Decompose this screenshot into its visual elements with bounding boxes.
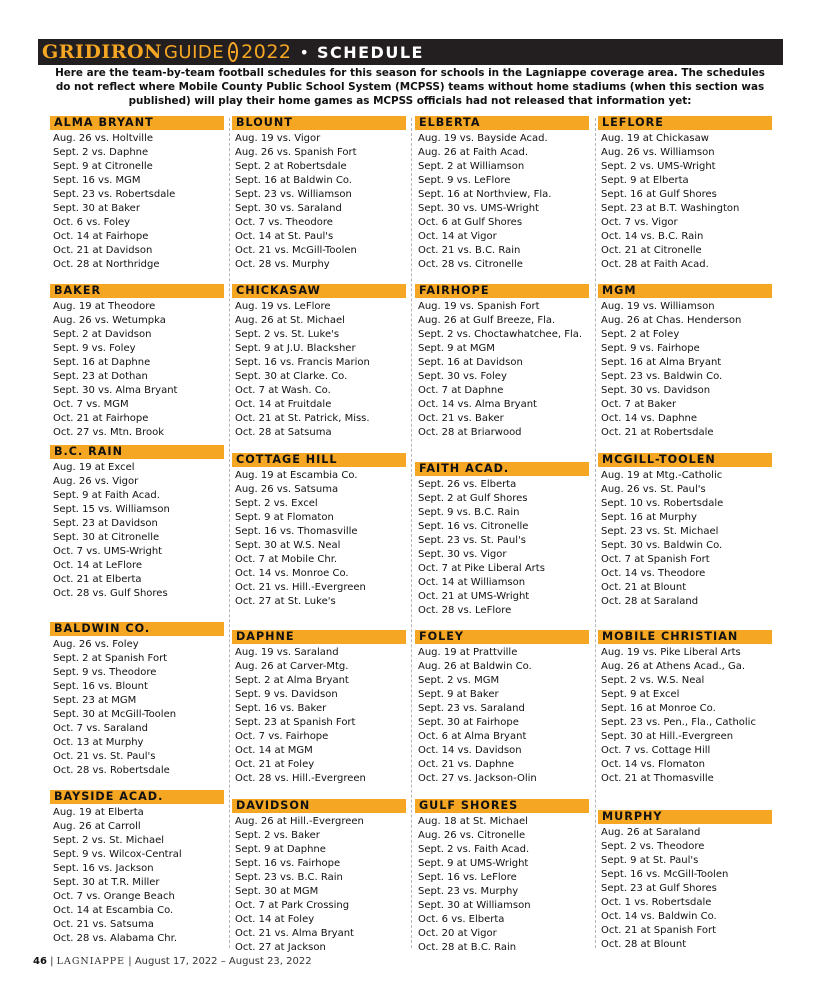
- game-list: [50, 300, 224, 440]
- game-item: Aug. 26 at Carver-Mtg.: [235, 661, 349, 672]
- game-item: Sept. 16 at Monroe Co.: [601, 703, 716, 714]
- game-item: Sept. 2 at Foley: [601, 329, 680, 340]
- game-item: Sept. 16 vs. Blount: [53, 681, 148, 692]
- game-item: Sept. 16 at Gulf Shores: [601, 189, 717, 200]
- game-item: Oct. 21 at Foley: [235, 759, 315, 770]
- game-item: Oct. 21 at Davidson: [53, 245, 153, 256]
- game-item: Sept. 16 vs. Thomasville: [235, 526, 358, 537]
- game-item: Oct. 21 at St. Patrick, Miss.: [235, 413, 370, 424]
- team-schedule: [598, 453, 772, 609]
- game-item: Sept. 23 at Spanish Fort: [235, 717, 356, 728]
- game-item: Aug. 26 at Saraland: [601, 827, 701, 838]
- game-item: Oct. 7 vs. MGM: [53, 399, 129, 410]
- game-item: Sept. 23 vs. St. Paul's: [418, 535, 526, 546]
- game-item: Sept. 23 vs. Baldwin Co.: [601, 371, 723, 382]
- game-item: Oct. 14 vs. Daphne: [601, 413, 698, 424]
- team-schedule: [415, 799, 589, 955]
- team-heading: MOBILE CHRISTIAN: [598, 630, 772, 644]
- game-item: Oct. 28 at Briarwood: [418, 427, 522, 438]
- game-item: Sept. 9 at Faith Acad.: [53, 490, 160, 501]
- game-item: Sept. 23 vs. St. Michael: [601, 526, 719, 537]
- game-item: Sept. 16 at Daphne: [53, 357, 151, 368]
- game-list: [415, 646, 589, 786]
- game-item: Oct. 21 vs. Hill.-Evergreen: [235, 582, 366, 593]
- game-item: Oct. 21 at Fairhope: [53, 413, 149, 424]
- game-item: Sept. 9 vs. Foley: [53, 343, 136, 354]
- game-item: Oct. 27 vs. Jackson-Olin: [418, 773, 537, 784]
- team-schedule: [232, 630, 406, 786]
- game-item: Sept. 2 at Williamson: [418, 161, 525, 172]
- game-item: Sept. 2 vs. Excel: [235, 498, 318, 509]
- game-item: Sept. 30 at Baker: [53, 203, 140, 214]
- game-list: [232, 132, 406, 272]
- game-item: Sept. 16 at Davidson: [418, 357, 523, 368]
- footer-divider: |: [50, 956, 54, 967]
- game-item: Oct. 14 vs. Alma Bryant: [418, 399, 537, 410]
- title-section: SCHEDULE: [316, 42, 424, 62]
- game-list: [50, 638, 224, 778]
- team-schedule: [232, 453, 406, 609]
- game-item: Oct. 21 vs. Satsuma: [53, 919, 154, 930]
- team-schedule: [50, 445, 224, 601]
- game-item: Oct. 7 vs. Vigor: [601, 217, 678, 228]
- game-item: Oct. 14 vs. B.C. Rain: [601, 231, 704, 242]
- game-item: Sept. 16 vs. Jackson: [53, 863, 154, 874]
- game-item: Sept. 23 at Gulf Shores: [601, 883, 717, 894]
- team-heading: LEFLORE: [598, 116, 772, 130]
- game-list: [598, 826, 772, 952]
- game-item: Sept. 30 at MGM: [235, 886, 319, 897]
- game-item: Aug. 19 at Mtg.-Catholic: [601, 470, 723, 481]
- team-heading: COTTAGE HILL: [232, 453, 406, 467]
- team-schedule: [50, 116, 224, 272]
- game-list: [415, 478, 589, 618]
- game-item: Oct. 28 vs. LeFlore: [418, 605, 512, 616]
- game-item: Sept. 16 vs. Fairhope: [235, 858, 341, 869]
- team-heading: MURPHY: [598, 810, 772, 824]
- game-item: Sept. 16 at Northview, Fla.: [418, 189, 552, 200]
- game-item: Oct. 21 at Robertsdale: [601, 427, 714, 438]
- game-item: Sept. 30 at T.R. Miller: [53, 877, 160, 888]
- game-item: Oct. 7 at Pike Liberal Arts: [418, 563, 545, 574]
- game-item: Sept. 9 vs. LeFlore: [418, 175, 511, 186]
- game-item: Oct. 28 at Northridge: [53, 259, 160, 270]
- game-item: Oct. 7 at Wash. Co.: [235, 385, 331, 396]
- game-item: Sept. 26 vs. Elberta: [418, 479, 517, 490]
- game-item: Sept. 2 vs. Theodore: [601, 841, 705, 852]
- game-item: Sept. 9 vs. Davidson: [235, 689, 338, 700]
- game-item: Sept. 2 vs. MGM: [418, 675, 500, 686]
- game-item: Oct. 27 at Jackson: [235, 942, 326, 953]
- game-item: Oct. 21 vs. B.C. Rain: [418, 245, 521, 256]
- game-item: Sept. 30 vs. Alma Bryant: [53, 385, 178, 396]
- game-list: [598, 132, 772, 272]
- game-item: Sept. 23 at B.T. Washington: [601, 203, 740, 214]
- game-item: Sept. 9 at UMS-Wright: [418, 858, 529, 869]
- game-item: Sept. 2 at Davidson: [53, 329, 152, 340]
- game-item: Sept. 9 vs. Wilcox-Central: [53, 849, 182, 860]
- game-list: [415, 300, 589, 440]
- publication-name: LAGNIAPPE: [56, 956, 126, 967]
- game-item: Oct. 28 vs. Hill.-Evergreen: [235, 773, 366, 784]
- game-item: Oct. 6 at Alma Bryant: [418, 731, 527, 742]
- game-item: Oct. 21 vs. Baker: [418, 413, 504, 424]
- game-item: Aug. 26 at Faith Acad.: [418, 147, 529, 158]
- game-item: Sept. 2 at Spanish Fort: [53, 653, 168, 664]
- issue-dates: August 17, 2022 – August 23, 2022: [134, 956, 312, 967]
- game-item: Oct. 14 vs. Flomaton: [601, 759, 705, 770]
- team-heading: FAIRHOPE: [415, 284, 589, 298]
- title-separator: •: [299, 42, 309, 62]
- game-item: Aug. 19 vs. Williamson: [601, 301, 715, 312]
- game-item: Oct. 21 at Elberta: [53, 574, 142, 585]
- game-item: Oct. 27 at St. Luke's: [235, 596, 336, 607]
- game-item: Sept. 16 vs. LeFlore: [418, 872, 517, 883]
- game-item: Aug. 19 at Prattville: [418, 647, 518, 658]
- game-item: Oct. 28 vs. Robertsdale: [53, 765, 170, 776]
- team-heading: FAITH ACAD.: [415, 462, 589, 476]
- game-item: Aug. 19 vs. Vigor: [235, 133, 321, 144]
- column-divider: [595, 118, 596, 948]
- game-item: Oct. 21 vs. Alma Bryant: [235, 928, 354, 939]
- game-item: Aug. 26 vs. Satsuma: [235, 484, 339, 495]
- game-item: Sept. 2 at Robertsdale: [235, 161, 347, 172]
- game-list: [232, 469, 406, 609]
- game-item: Oct. 1 vs. Robertsdale: [601, 897, 712, 908]
- game-list: [232, 300, 406, 440]
- game-list: [50, 461, 224, 601]
- game-item: Sept. 16 at Alma Bryant: [601, 357, 722, 368]
- team-heading: ALMA BRYANT: [50, 116, 224, 130]
- game-item: Aug. 19 at Elberta: [53, 807, 144, 818]
- game-item: Oct. 28 at Satsuma: [235, 427, 332, 438]
- game-item: Oct. 7 vs. Theodore: [235, 217, 333, 228]
- game-item: Sept. 2 vs. W.S. Neal: [601, 675, 705, 686]
- game-item: Sept. 23 vs. Saraland: [418, 703, 525, 714]
- game-list: [415, 132, 589, 272]
- header-banner: [38, 39, 783, 65]
- game-item: Oct. 21 vs. McGill-Toolen: [235, 245, 357, 256]
- team-schedule: [415, 462, 589, 618]
- game-item: Aug. 26 vs. Vigor: [53, 476, 139, 487]
- team-heading: ELBERTA: [415, 116, 589, 130]
- game-item: Aug. 26 at Hill.-Evergreen: [235, 816, 364, 827]
- game-item: Sept. 30 vs. Baldwin Co.: [601, 540, 723, 551]
- game-item: Aug. 19 vs. Saraland: [235, 647, 339, 658]
- game-item: Oct. 21 at Spanish Fort: [601, 925, 716, 936]
- game-item: Aug. 19 at Excel: [53, 462, 135, 473]
- game-item: Oct. 28 at Saraland: [601, 596, 699, 607]
- game-item: Oct. 14 at Vigor: [418, 231, 497, 242]
- game-item: Sept. 2 at Gulf Shores: [418, 493, 528, 504]
- game-item: Sept. 9 at Flomaton: [235, 512, 334, 523]
- game-item: Oct. 14 at Fairhope: [53, 231, 149, 242]
- game-item: Oct. 21 at Blount: [601, 582, 687, 593]
- game-item: Oct. 7 at Park Crossing: [235, 900, 350, 911]
- column-divider: [411, 118, 412, 948]
- game-item: Oct. 14 vs. Theodore: [601, 568, 706, 579]
- game-item: Sept. 2 vs. St. Michael: [53, 835, 165, 846]
- team-schedule: [50, 622, 224, 778]
- game-item: Oct. 28 at Blount: [601, 939, 687, 950]
- game-item: Oct. 20 at Vigor: [418, 928, 497, 939]
- game-item: Sept. 30 at Citronelle: [53, 532, 160, 543]
- game-item: Sept. 30 at Hill.-Evergreen: [601, 731, 734, 742]
- team-heading: BALDWIN CO.: [50, 622, 224, 636]
- game-item: Oct. 28 at Faith Acad.: [601, 259, 709, 270]
- team-heading: MGM: [598, 284, 772, 298]
- game-item: Oct. 7 vs. UMS-Wright: [53, 546, 163, 557]
- team-schedule: [598, 630, 772, 786]
- team-heading: FOLEY: [415, 630, 589, 644]
- game-item: Sept. 16 vs. Citronelle: [418, 521, 529, 532]
- game-item: Oct. 14 at Escambia Co.: [53, 905, 174, 916]
- game-item: Sept. 9 vs. B.C. Rain: [418, 507, 520, 518]
- page-footer: [33, 956, 312, 967]
- game-list: [232, 815, 406, 955]
- game-item: Sept. 2 vs. St. Luke's: [235, 329, 340, 340]
- game-item: Aug. 26 vs. Spanish Fort: [235, 147, 357, 158]
- game-item: Sept. 30 at W.S. Neal: [235, 540, 341, 551]
- game-item: Sept. 9 at MGM: [418, 343, 495, 354]
- game-item: Aug. 26 at St. Michael: [235, 315, 345, 326]
- game-item: Aug. 26 vs. St. Paul's: [601, 484, 706, 495]
- game-item: Oct. 27 vs. Mtn. Brook: [53, 427, 165, 438]
- game-item: Oct. 21 at Thomasville: [601, 773, 714, 784]
- team-schedule: [50, 790, 224, 946]
- game-item: Oct. 14 at Williamson: [418, 577, 526, 588]
- game-item: Sept. 23 vs. Robertsdale: [53, 189, 176, 200]
- game-item: Sept. 2 vs. UMS-Wright: [601, 161, 716, 172]
- game-item: Sept. 23 at Dothan: [53, 371, 148, 382]
- game-list: [50, 806, 224, 946]
- game-item: Oct. 14 vs. Baldwin Co.: [601, 911, 717, 922]
- team-schedule: [232, 799, 406, 955]
- team-schedule: [415, 630, 589, 786]
- game-item: Aug. 18 at St. Michael: [418, 816, 528, 827]
- game-item: Aug. 26 vs. Foley: [53, 639, 139, 650]
- game-item: Oct. 14 at St. Paul's: [235, 231, 334, 242]
- team-schedule: [415, 116, 589, 272]
- game-item: Aug. 26 vs. Wetumpka: [53, 315, 166, 326]
- game-item: Oct. 28 vs. Citronelle: [418, 259, 523, 270]
- game-item: Oct. 7 vs. Cottage Hill: [601, 745, 711, 756]
- game-item: Oct. 28 at B.C. Rain: [418, 942, 517, 953]
- game-item: Sept. 23 vs. Williamson: [235, 189, 352, 200]
- game-item: Sept. 16 vs. Francis Marion: [235, 357, 370, 368]
- team-heading: BAKER: [50, 284, 224, 298]
- game-item: Oct. 14 vs. Davidson: [418, 745, 522, 756]
- game-item: Oct. 28 vs. Gulf Shores: [53, 588, 168, 599]
- game-item: Sept. 9 at St. Paul's: [601, 855, 699, 866]
- football-icon: [228, 42, 238, 62]
- game-item: Sept. 30 at Clarke. Co.: [235, 371, 348, 382]
- team-schedule: [415, 284, 589, 440]
- game-item: Aug. 19 vs. Bayside Acad.: [418, 133, 548, 144]
- game-item: Oct. 7 at Spanish Fort: [601, 554, 710, 565]
- footer-divider: |: [128, 956, 132, 967]
- game-item: Sept. 23 at MGM: [53, 695, 137, 706]
- intro-paragraph: Here are the team-by-team football schedules for this season for schools in the Lagniappe coverage area. The schedules do not reflect where Mobile County Public School System (MCPSS) teams without home stadiums (when this section was published) will play their home games as MCPSS officials had not released that information yet:: [55, 67, 765, 107]
- game-item: Sept. 2 vs. Faith Acad.: [418, 844, 530, 855]
- game-item: Aug. 26 at Baldwin Co.: [418, 661, 532, 672]
- game-item: Sept. 30 vs. Foley: [418, 371, 507, 382]
- game-item: Aug. 19 at Chickasaw: [601, 133, 709, 144]
- team-schedule: [598, 810, 772, 952]
- game-item: Sept. 30 vs. Davidson: [601, 385, 711, 396]
- game-item: Oct. 14 at Fruitdale: [235, 399, 332, 410]
- game-list: [415, 815, 589, 955]
- game-item: Oct. 21 vs. St. Paul's: [53, 751, 156, 762]
- game-item: Oct. 14 at MGM: [235, 745, 313, 756]
- team-schedule: [598, 284, 772, 440]
- game-item: Aug. 26 at Athens Acad., Ga.: [601, 661, 746, 672]
- game-item: Oct. 6 at Gulf Shores: [418, 217, 523, 228]
- team-heading: BLOUNT: [232, 116, 406, 130]
- game-item: Sept. 10 vs. Robertsdale: [601, 498, 724, 509]
- title-year: 2022: [241, 41, 292, 63]
- game-item: Aug. 26 at Chas. Henderson: [601, 315, 742, 326]
- game-item: Sept. 16 at Murphy: [601, 512, 697, 523]
- game-item: Sept. 9 vs. Fairhope: [601, 343, 700, 354]
- game-list: [598, 646, 772, 786]
- game-item: Sept. 9 at Excel: [601, 689, 680, 700]
- game-list: [598, 469, 772, 609]
- game-item: Oct. 7 at Mobile Chr.: [235, 554, 338, 565]
- game-item: Sept. 9 at Elberta: [601, 175, 689, 186]
- game-item: Sept. 2 vs. Daphne: [53, 147, 149, 158]
- team-heading: B.C. RAIN: [50, 445, 224, 459]
- game-item: Sept. 15 vs. Williamson: [53, 504, 170, 515]
- game-list: [598, 300, 772, 440]
- page-number: 46: [33, 956, 47, 967]
- game-item: Sept. 23 vs. Murphy: [418, 886, 519, 897]
- game-item: Oct. 21 at UMS-Wright: [418, 591, 530, 602]
- game-item: Sept. 16 vs. MGM: [53, 175, 141, 186]
- game-item: Oct. 28 vs. Alabama Chr.: [53, 933, 177, 944]
- game-item: Sept. 2 vs. Choctawhatchee, Fla.: [418, 329, 583, 340]
- game-item: Oct. 21 vs. Daphne: [418, 759, 515, 770]
- game-item: Sept. 30 vs. UMS-Wright: [418, 203, 539, 214]
- game-item: Sept. 30 vs. Vigor: [418, 549, 507, 560]
- game-item: Sept. 30 at McGill-Toolen: [53, 709, 177, 720]
- team-schedule: [598, 116, 772, 272]
- game-item: Aug. 19 at Theodore: [53, 301, 156, 312]
- game-item: Aug. 26 at Gulf Breeze, Fla.: [418, 315, 556, 326]
- game-item: Oct. 21 at Citronelle: [601, 245, 702, 256]
- game-item: Sept. 9 at Baker: [418, 689, 499, 700]
- title-gridiron: GRIDIRON: [42, 41, 162, 63]
- game-item: Oct. 14 at LeFlore: [53, 560, 143, 571]
- game-item: Sept. 23 vs. Pen., Fla., Catholic: [601, 717, 756, 728]
- team-schedule: [232, 284, 406, 440]
- team-heading: GULF SHORES: [415, 799, 589, 813]
- game-item: Oct. 6 vs. Foley: [53, 217, 131, 228]
- game-item: Aug. 19 vs. LeFlore: [235, 301, 331, 312]
- game-item: Oct. 7 vs. Saraland: [53, 723, 148, 734]
- game-item: Sept. 9 at Daphne: [235, 844, 326, 855]
- game-item: Sept. 2 at Alma Bryant: [235, 675, 349, 686]
- game-item: Oct. 28 vs. Murphy: [235, 259, 330, 270]
- team-heading: CHICKASAW: [232, 284, 406, 298]
- game-item: Sept. 30 at Fairhope: [418, 717, 519, 728]
- game-item: Sept. 2 vs. Baker: [235, 830, 320, 841]
- game-item: Aug. 19 at Escambia Co.: [235, 470, 358, 481]
- game-item: Oct. 7 at Baker: [601, 399, 677, 410]
- game-item: Sept. 9 at J.U. Blacksher: [235, 343, 356, 354]
- title-guide: GUIDE: [163, 41, 225, 63]
- game-item: Aug. 26 vs. Holtville: [53, 133, 154, 144]
- game-item: Sept. 30 vs. Saraland: [235, 203, 342, 214]
- game-item: Oct. 13 at Murphy: [53, 737, 144, 748]
- game-item: Oct. 14 at Foley: [235, 914, 315, 925]
- game-list: [50, 132, 224, 272]
- game-item: Oct. 6 vs. Elberta: [418, 914, 505, 925]
- game-item: Oct. 14 vs. Monroe Co.: [235, 568, 349, 579]
- game-item: Sept. 16 vs. McGill-Toolen: [601, 869, 729, 880]
- team-heading: BAYSIDE ACAD.: [50, 790, 224, 804]
- game-item: Sept. 9 at Citronelle: [53, 161, 153, 172]
- game-item: Aug. 26 vs. Williamson: [601, 147, 715, 158]
- team-schedule: [232, 116, 406, 272]
- team-heading: DAVIDSON: [232, 799, 406, 813]
- column-divider: [229, 118, 230, 948]
- game-item: Sept. 16 vs. Baker: [235, 703, 327, 714]
- game-item: Sept. 23 vs. B.C. Rain: [235, 872, 343, 883]
- game-item: Oct. 7 vs. Fairhope: [235, 731, 329, 742]
- game-item: Aug. 26 vs. Citronelle: [418, 830, 526, 841]
- game-item: Oct. 7 at Daphne: [418, 385, 504, 396]
- game-item: Sept. 9 vs. Theodore: [53, 667, 157, 678]
- game-item: Sept. 30 at Williamson: [418, 900, 531, 911]
- team-heading: DAPHNE: [232, 630, 406, 644]
- game-item: Sept. 16 at Baldwin Co.: [235, 175, 352, 186]
- team-heading: MCGILL-TOOLEN: [598, 453, 772, 467]
- game-item: Oct. 7 vs. Orange Beach: [53, 891, 175, 902]
- team-schedule: [50, 284, 224, 440]
- game-item: Sept. 23 at Davidson: [53, 518, 158, 529]
- game-item: Aug. 19 vs. Pike Liberal Arts: [601, 647, 741, 658]
- game-item: Aug. 26 at Carroll: [53, 821, 141, 832]
- game-item: Aug. 19 vs. Spanish Fort: [418, 301, 540, 312]
- game-list: [232, 646, 406, 786]
